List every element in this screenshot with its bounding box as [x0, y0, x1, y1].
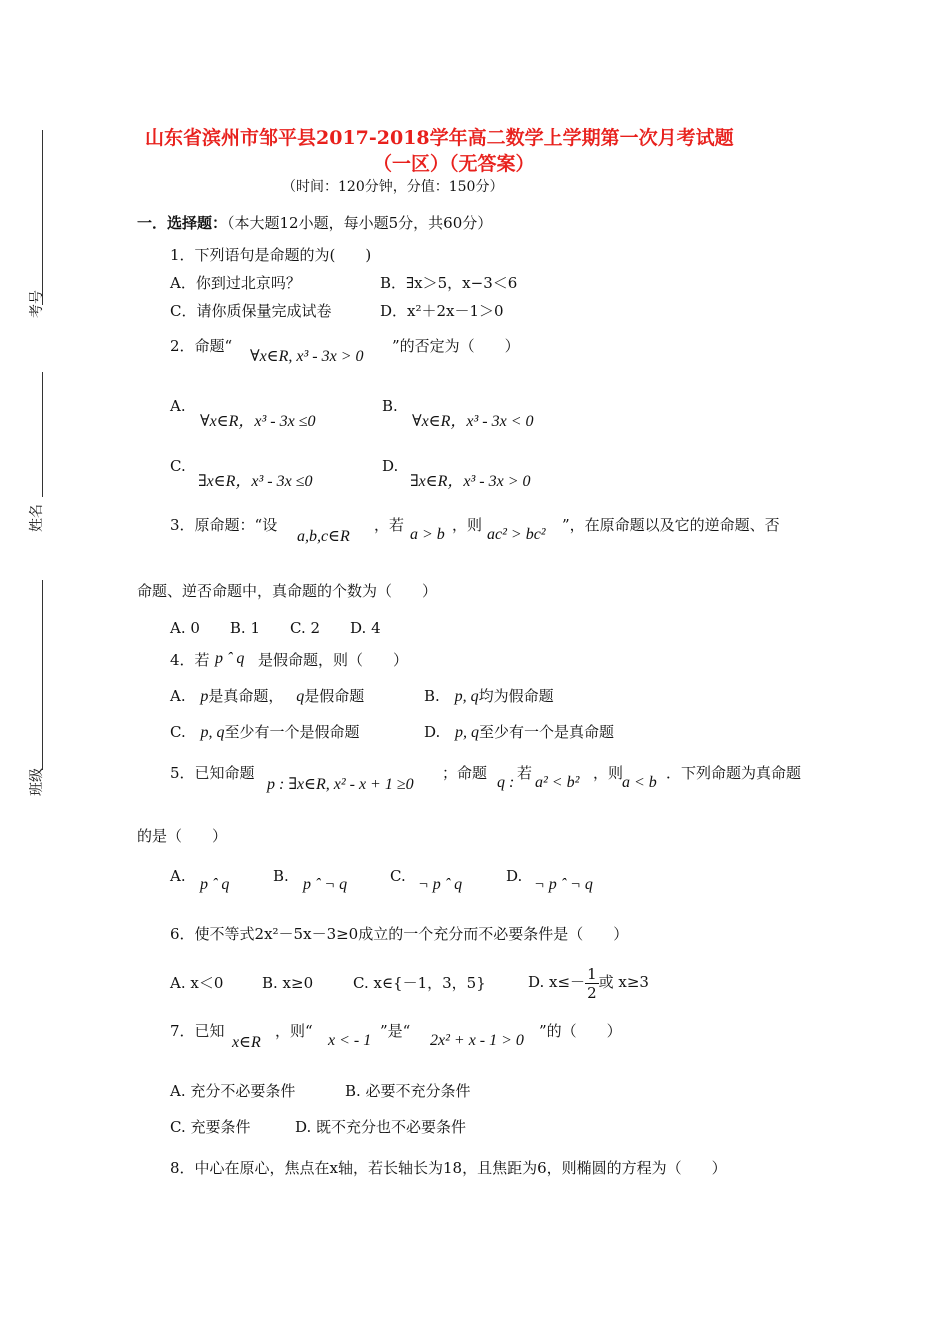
- q4-option-d-label: D.: [424, 723, 441, 741]
- section-heading: [137, 213, 492, 233]
- name-label: 姓名: [29, 504, 45, 532]
- class-label: 班级: [29, 768, 45, 796]
- q6-fraction-denominator: 2: [587, 983, 597, 1002]
- q8-stem: 8．中心在原心，焦点在x轴，若长轴长为18，且焦距为6，则椭圆的方程为（ ）: [170, 1159, 727, 1177]
- q6-stem: 6．使不等式2x²－5x－3≥0成立的一个充分而不必要条件是（ ）: [170, 925, 629, 943]
- q1-option-d: D．x²＋2x－1＞0: [380, 302, 504, 320]
- q2-stem-pre: 2．命题“: [170, 337, 233, 355]
- q5-text-1: 5．已知命题: [170, 764, 255, 782]
- q5-math-1: p : ∃x∈R, x² - x + 1 ≥0: [267, 776, 414, 793]
- q7-option-c: C. 充要条件: [170, 1118, 251, 1136]
- q7-math-1: x∈R: [232, 1034, 261, 1051]
- q1-option-b: B．∃x＞5，x−3＜6: [380, 274, 518, 292]
- q5-math-4: a < b: [622, 774, 657, 791]
- q2-stem-post: ”的否定为（ ）: [392, 337, 520, 355]
- q7-text-3: ”是“: [380, 1022, 411, 1040]
- q3-stem-line2: 命题、逆否命题中，真命题的个数为（ ）: [137, 582, 438, 600]
- q2-option-b-label: B.: [382, 397, 398, 415]
- q1-option-c: C．请你质保量完成试卷: [170, 302, 332, 320]
- q3-options: A. 0 B. 1 C. 2 D. 4: [170, 619, 381, 637]
- q4-option-a-math-p: p: [200, 688, 209, 705]
- page-subtitle: （一区）（无答案）: [373, 153, 535, 175]
- q3-text-3: ，则: [452, 516, 483, 534]
- q2-option-a-label: A.: [170, 397, 186, 415]
- q6-fraction-numerator: 1: [587, 964, 597, 983]
- q4-option-d-text: 至少有一个是真命题: [479, 723, 615, 741]
- q1-stem: 1．下列语句是命题的为( ): [170, 246, 372, 264]
- q4-stem-post: 是假命题，则（ ）: [258, 651, 409, 669]
- q6-option-d-pre: D. x≤－: [528, 973, 586, 991]
- q4-option-a-label: A.: [170, 687, 186, 705]
- q5-option-c-label: C.: [390, 867, 406, 885]
- q4-option-a-text-1: 是真命题，: [208, 687, 284, 705]
- q5-math-3: a² < b²: [535, 774, 580, 791]
- q4-option-a-math-q: q: [296, 688, 305, 705]
- q3-math-2: a > b: [410, 526, 445, 543]
- margin-line-top: [42, 130, 43, 305]
- q3-text-4: ”，在原命题以及它的逆命题、否: [562, 516, 780, 534]
- q4-option-d: [424, 722, 614, 743]
- q6-fraction: [585, 965, 599, 1002]
- q5-math-2: q :: [497, 774, 515, 791]
- margin-line-mid: [42, 372, 43, 497]
- q5-option-a-math: p ˆ q: [200, 876, 230, 893]
- q4-option-b: [424, 686, 554, 707]
- q7-text-4: ”的（ ）: [539, 1022, 622, 1040]
- q4-option-c-math: p, q: [200, 724, 225, 741]
- q5-stem-line2: 的是（ ）: [137, 827, 228, 845]
- q2-option-b-math: ∀x∈R，x³ - 3x < 0: [412, 413, 534, 430]
- q4-stem-pre: 4．若: [170, 651, 210, 669]
- q2-stem-math: ∀x∈R, x³ - 3x > 0: [250, 348, 364, 365]
- q4-stem-math: p ˆ q: [215, 650, 245, 667]
- section-desc: （本大题12小题，每小题5分，共60分）: [227, 214, 493, 232]
- q3-text-1: 3．原命题：“设: [170, 516, 278, 534]
- q4-option-c: [170, 722, 360, 743]
- q2-option-d-math: ∃x∈R，x³ - 3x > 0: [410, 473, 531, 490]
- q5-option-d-math: ¬ p ˆ ¬ q: [534, 876, 593, 893]
- q5-option-d-label: D.: [506, 867, 523, 885]
- margin-line-bottom: [42, 580, 43, 770]
- q2-option-a-math: ∀x∈R，x³ - 3x ≤0: [200, 413, 316, 430]
- q5-option-b-label: B.: [273, 867, 289, 885]
- q5-option-a-label: A.: [170, 867, 186, 885]
- q7-option-a: A. 充分不必要条件: [170, 1082, 296, 1100]
- exam-meta: （时间：120分钟，分值：150分）: [282, 179, 504, 195]
- q3-text-2: ，若: [374, 516, 405, 534]
- q3-math-1: a,b,c∈R: [297, 528, 350, 545]
- q6-option-d-post: 或 x≥3: [598, 973, 649, 991]
- q4-option-a: [170, 686, 364, 707]
- q6-option-c: C. x∈{－1，3，5}: [353, 974, 486, 992]
- q4-option-a-text-2: 是假命题: [304, 687, 365, 705]
- q7-option-d: D. 既不充分也不必要条件: [295, 1118, 467, 1136]
- q7-math-3: 2x² + x - 1 > 0: [430, 1032, 524, 1049]
- q5-option-b-math: p ˆ ¬ q: [303, 876, 348, 893]
- q4-option-b-label: B.: [424, 687, 440, 705]
- q6-option-b: B. x≥0: [262, 974, 314, 992]
- exam-number-label: 考号: [29, 290, 45, 318]
- q1-option-a: A．你到过北京吗？: [170, 274, 301, 292]
- q4-option-b-math: p, q: [454, 688, 479, 705]
- q7-text-1: 7．已知: [170, 1022, 225, 1040]
- q4-option-b-text: 均为假命题: [478, 687, 554, 705]
- q5-text-3: 若: [517, 764, 533, 782]
- q2-option-d-label: D.: [382, 457, 399, 475]
- q6-option-d: [528, 961, 649, 1003]
- page-title: 山东省滨州市邹平县2017-2018学年高二数学上学期第一次月考试题: [145, 127, 734, 149]
- q5-option-c-math: ¬ p ˆ q: [418, 876, 463, 893]
- q4-option-d-math: p, q: [455, 724, 480, 741]
- q5-text-2: ；命题: [442, 764, 488, 782]
- q3-math-3: ac² > bc²: [487, 526, 546, 543]
- q4-option-c-label: C.: [170, 723, 186, 741]
- section-name: 一．选择题：: [137, 214, 228, 232]
- q7-text-2: ，则“: [275, 1022, 313, 1040]
- q2-option-c-label: C.: [170, 457, 186, 475]
- q7-math-2: x < - 1: [328, 1032, 372, 1049]
- q5-text-5: ．下列命题为真命题: [666, 764, 802, 782]
- q5-text-4: ，则: [593, 764, 624, 782]
- q4-option-c-text: 至少有一个是假命题: [224, 723, 360, 741]
- q2-option-c-math: ∃x∈R，x³ - 3x ≤0: [198, 473, 313, 490]
- q6-option-a: A. x＜0: [170, 974, 224, 992]
- q7-option-b: B. 必要不充分条件: [345, 1082, 471, 1100]
